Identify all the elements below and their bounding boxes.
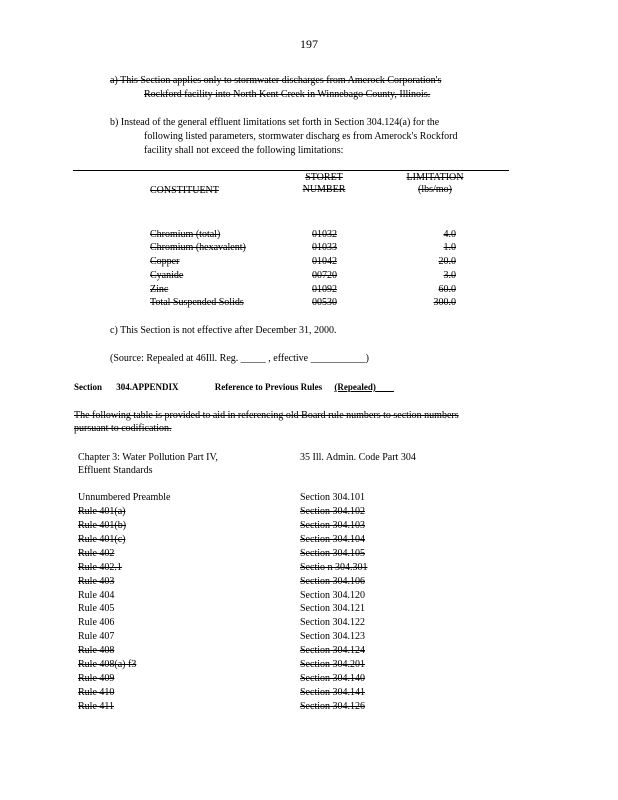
ref-rule: Rule 404 (78, 590, 115, 601)
ref-rule: Rule 403 (78, 576, 115, 587)
ref-rule: Rule 402.1 (78, 562, 122, 573)
paragraph-b-line-1: b) Instead of the general effluent limitations set forth in Section 304.124(a) for the (110, 117, 440, 128)
header-limitation (400, 172, 470, 196)
ref-header-left-line-1: Chapter 3: Water Pollution Part IV, (78, 452, 218, 463)
header-constituent: CONSTITUENT (150, 185, 219, 196)
ref-section: Section 304.103 (300, 520, 365, 531)
table-row-storet: 00530 (312, 297, 337, 308)
ref-section: Sectio n 304.301 (300, 562, 368, 573)
ref-rule: Unnumbered Preamble (78, 492, 171, 503)
table-row-limit: 300.0 (433, 297, 456, 308)
table-row-name: Chromium (hexavalent) (150, 242, 246, 253)
paragraph-b-line-3: facility shall not exceed the following limitations: (144, 145, 344, 156)
section-label: Section (74, 382, 102, 392)
source-effective: , effective (268, 353, 309, 364)
ref-section: Section 304.124 (300, 645, 365, 656)
table-row-limit: 1.0 (443, 242, 456, 253)
ref-section: Section 304.141 (300, 687, 365, 698)
header-limitation-line-2: (lbs/mo) (418, 184, 452, 195)
table-row-storet: 01042 (312, 256, 337, 267)
ref-rule: Rule 402 (78, 548, 115, 559)
table-top-rule (73, 170, 509, 171)
header-storet-line-2: NUMBER (302, 184, 346, 195)
table-row-name: Total Suspended Solids (150, 297, 244, 308)
ref-rule: Rule 406 (78, 617, 115, 628)
section-repealed-underline (376, 382, 394, 392)
paragraph-c: c) This Section is not effective after December 31, 2000. (110, 325, 337, 336)
header-storet (296, 172, 352, 196)
paragraph-a-line-2: Rockford facility into North Kent Creek in Winnebago County, Illinois. (144, 89, 431, 100)
ref-rule: Rule 411 (78, 701, 115, 712)
ref-section: Section 304.140 (300, 673, 365, 684)
table-row-name: Copper (150, 256, 180, 267)
intro-line-1: The following table is provided to aid in referencing old Board rule numbers to section numbers (74, 410, 459, 421)
table-row-limit: 3.0 (443, 270, 456, 281)
ref-header-right: 35 Ill. Admin. Code Part 304 (300, 452, 416, 463)
table-row-limit: 20.0 (438, 256, 456, 267)
paragraph-b (110, 116, 457, 158)
paragraph-b-line-2: following listed parameters, stormwater discharg es from Amerock's Rockford (144, 131, 458, 142)
table-row-name: Chromium (total) (150, 229, 221, 240)
header-storet-line-1: STORET (305, 172, 343, 183)
ref-rule: Rule 401(b) (78, 520, 127, 531)
ref-rule: Rule 401(c) (78, 534, 126, 545)
ref-rule: Rule 407 (78, 631, 115, 642)
table-row-name: Zinc (150, 284, 169, 295)
ref-section: Section 304.201 (300, 659, 365, 670)
section-title: Reference to Previous Rules (214, 382, 323, 392)
table-row-limit: 60.0 (438, 284, 456, 295)
ref-section: Section 304.104 (300, 534, 365, 545)
ref-section: Section 304.126 (300, 701, 365, 712)
table-row-limit: 4.0 (443, 229, 456, 240)
paragraph-a (110, 74, 441, 102)
source-prefix: (Source: Repealed at 46Ill. Reg. (110, 353, 239, 364)
ref-section: Section 304.122 (300, 617, 365, 628)
ref-rule: Rule 408 (78, 645, 115, 656)
ref-header-left-line-2: Effluent Standards (78, 465, 153, 476)
ref-rule: Rule 410 (78, 687, 115, 698)
paragraph-a-line-1: a) This Section applies only to stormwater discharges from Amerock Corporation's (110, 75, 442, 86)
ref-section: Section 304.123 (300, 631, 365, 642)
section-number: 304.APPENDIX (116, 382, 179, 392)
table-row-storet: 00720 (312, 270, 337, 281)
ref-section: Section 304.106 (300, 576, 365, 587)
header-limitation-line-1: LIMITATION (406, 172, 464, 183)
table-row-storet: 01033 (312, 242, 337, 253)
ref-section: Section 304.121 (300, 603, 365, 614)
section-repealed: (Repealed) (334, 382, 376, 392)
table-row-name: Cyanide (150, 270, 184, 281)
ref-rule: Rule 401(a) (78, 506, 126, 517)
ref-section: Section 304.105 (300, 548, 365, 559)
ref-section: Section 304.102 (300, 506, 365, 517)
ref-rule: Rule 409 (78, 673, 115, 684)
table-row-storet: 01092 (312, 284, 337, 295)
page-number: 197 (300, 37, 318, 51)
ref-section: Section 304.101 (300, 492, 365, 503)
source-effective-blank: ___________) (310, 353, 369, 364)
source-line (110, 353, 369, 364)
intro-line-2: pursuant to codification. (74, 423, 172, 434)
ref-section: Section 304.120 (300, 590, 365, 601)
ref-rule: Rule 405 (78, 603, 115, 614)
section-heading (74, 382, 394, 392)
ref-rule: Rule 408(a) f3 (78, 659, 137, 670)
source-reg-blank: _____ (240, 353, 266, 364)
table-row-storet: 01032 (312, 229, 337, 240)
